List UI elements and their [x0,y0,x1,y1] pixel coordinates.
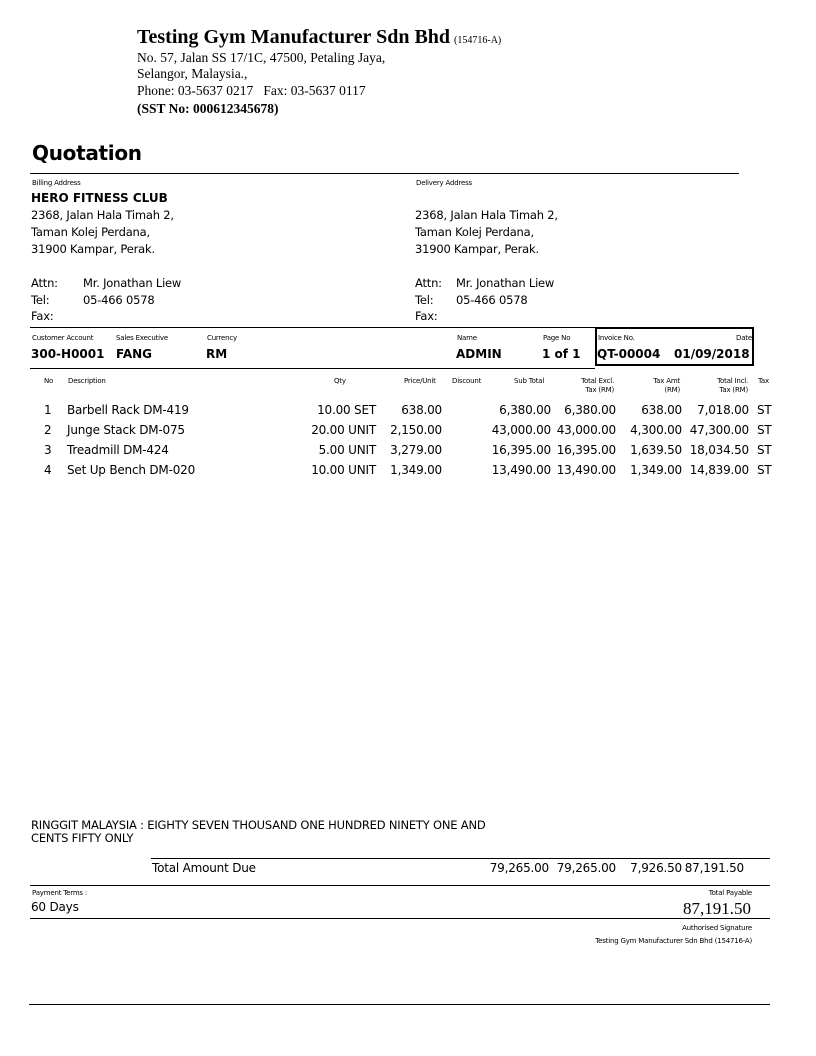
row-tax-amt: 1,639.50 [630,443,682,457]
row-description: Set Up Bench DM-020 [67,463,196,477]
total-amount-due-label: Total Amount Due [152,861,256,875]
row-subtotal: 13,490.00 [491,463,551,477]
row-no: 3 [44,443,52,457]
table-row [0,403,816,423]
col-header-total-incl-tax-line2: Tax (RM) [719,386,748,394]
row-total-incl-tax: 47,300.00 [689,423,749,437]
page-no-value: 1 of 1 [542,347,581,361]
delivery-attn-label: Attn: [415,276,442,290]
delivery-attn-value: Mr. Jonathan Liew [456,276,555,290]
billing-address-line-3: 31900 Kampar, Perak. [31,242,155,256]
total-payable-label: Total Payable [708,889,752,897]
row-price: 638.00 [401,403,442,417]
col-header-tax-amt [630,377,680,395]
row-no: 1 [44,403,52,417]
row-tax-amt: 4,300.00 [630,423,682,437]
row-total-excl-tax: 6,380.00 [564,403,616,417]
page-bottom-divider [29,1004,770,1005]
row-tax-amt: 638.00 [641,403,682,417]
total-incl-tax: 87,191.50 [684,861,744,875]
row-qty: 5.00 UNIT [318,443,376,457]
delivery-fax-label: Fax: [415,309,438,323]
col-header-tax-amt-line1: Tax Amt [653,377,680,385]
info-row-bottom-divider [30,368,595,369]
delivery-tel-value: 05-466 0578 [456,293,528,307]
total-tax-amt: 7,926.50 [630,861,682,875]
row-total-incl-tax: 14,839.00 [689,463,749,477]
row-description: Barbell Rack DM-419 [67,403,189,417]
company-name [137,26,501,49]
table-row [0,443,816,463]
info-row-top-divider [30,327,595,328]
col-header-discount: Discount [452,377,482,385]
delivery-address-line-3: 31900 Kampar, Perak. [415,242,539,256]
row-description: Junge Stack DM-075 [67,423,185,437]
row-subtotal: 6,380.00 [499,403,551,417]
sales-executive-label: Sales Executive [116,334,168,342]
row-no: 4 [44,463,52,477]
company-name-text: Testing Gym Manufacturer Sdn Bhd [137,26,451,48]
col-header-total-excl-tax-line1: Total Excl. [581,377,614,385]
col-header-qty: Qty [334,377,346,385]
row-qty: 20.00 UNIT [311,423,376,437]
row-total-incl-tax: 7,018.00 [697,403,749,417]
billing-customer-name: HERO FITNESS CLUB [31,191,168,205]
col-header-total-incl-tax-line1: Total Incl. [717,377,748,385]
company-reg-no: (154716-A) [454,35,502,46]
billing-fax-label: Fax: [31,309,54,323]
company-sst-no: (SST No: 000612345678) [137,101,279,116]
row-tax-code: ST [757,423,772,437]
col-header-tax-amt-line2: (RM) [664,386,680,394]
currency-value: RM [206,347,228,361]
title-divider [30,173,739,174]
row-tax-amt: 1,349.00 [630,463,682,477]
payment-terms-value: 60 Days [31,900,79,914]
invoice-no-value: QT-00004 [597,347,661,361]
col-header-total-excl-tax [564,377,614,395]
row-qty: 10.00 SET [317,403,376,417]
payment-terms-label: Payment Terms : [32,889,88,897]
col-header-description: Description [68,377,106,385]
row-total-excl-tax: 43,000.00 [556,423,616,437]
row-description: Treadmill DM-424 [67,443,169,457]
customer-account-label: Customer Account [32,334,94,342]
col-header-sub-total: Sub Total [514,377,545,385]
sales-executive-value: FANG [116,347,152,361]
col-header-price-unit: Price/Unit [404,377,436,385]
row-total-incl-tax: 18,034.50 [689,443,749,457]
row-price: 2,150.00 [390,423,442,437]
row-subtotal: 16,395.00 [491,443,551,457]
date-value: 01/09/2018 [674,347,750,361]
table-row [0,423,816,443]
row-no: 2 [44,423,52,437]
amount-in-words-line-1: RINGGIT MALAYSIA : EIGHTY SEVEN THOUSAND ONE HUNDRED NINETY ONE AND [31,818,486,832]
billing-attn-label: Attn: [31,276,58,290]
signature-company-name: Testing Gym Manufacturer Sdn Bhd (154716-A) [595,937,752,945]
footer-divider [30,918,770,919]
delivery-address-line-1: 2368, Jalan Hala Timah 2, [415,208,558,222]
row-tax-code: ST [757,403,772,417]
delivery-address-label: Delivery Address [416,179,472,187]
row-tax-code: ST [757,443,772,457]
col-header-total-incl-tax [698,377,748,395]
company-phone-fax: Phone: 03-5637 0217 Fax: 03-5637 0117 [137,83,366,98]
billing-attn-value: Mr. Jonathan Liew [83,276,182,290]
company-address-line-2: Selangor, Malaysia., [137,66,248,81]
amount-in-words-line-2: CENTS FIFTY ONLY [31,831,134,845]
customer-account-value: 300-H0001 [31,347,105,361]
row-price: 1,349.00 [390,463,442,477]
row-total-excl-tax: 13,490.00 [556,463,616,477]
totals-top-divider [151,858,770,859]
row-subtotal: 43,000.00 [491,423,551,437]
page-no-label: Page No [543,334,571,342]
table-row [0,463,816,483]
authorised-signature-label: Authorised Signature [682,924,752,932]
total-payable-value: 87,191.50 [683,899,751,918]
row-qty: 10.00 UNIT [311,463,376,477]
date-label: Date [736,334,752,342]
total-excl-tax: 79,265.00 [556,861,616,875]
user-name-value: ADMIN [456,347,502,361]
billing-address-line-2: Taman Kolej Perdana, [31,225,150,239]
total-subtotal: 79,265.00 [489,861,549,875]
billing-tel-label: Tel: [31,293,50,307]
col-header-tax: Tax [758,377,769,385]
col-header-total-excl-tax-line2: Tax (RM) [585,386,614,394]
billing-address-label: Billing Address [32,179,81,187]
company-address-line-1: No. 57, Jalan SS 17/1C, 47500, Petaling Jaya, [137,50,386,65]
row-price: 3,279.00 [390,443,442,457]
currency-label: Currency [207,334,237,342]
col-header-no: No [44,377,54,385]
billing-tel-value: 05-466 0578 [83,293,155,307]
delivery-address-line-2: Taman Kolej Perdana, [415,225,534,239]
row-total-excl-tax: 16,395.00 [556,443,616,457]
totals-bottom-divider [30,885,770,886]
page-title: Quotation [32,141,142,165]
row-tax-code: ST [757,463,772,477]
invoice-no-label: Invoice No. [598,334,635,342]
user-name-label: Name [457,334,477,342]
delivery-tel-label: Tel: [415,293,434,307]
billing-address-line-1: 2368, Jalan Hala Timah 2, [31,208,174,222]
